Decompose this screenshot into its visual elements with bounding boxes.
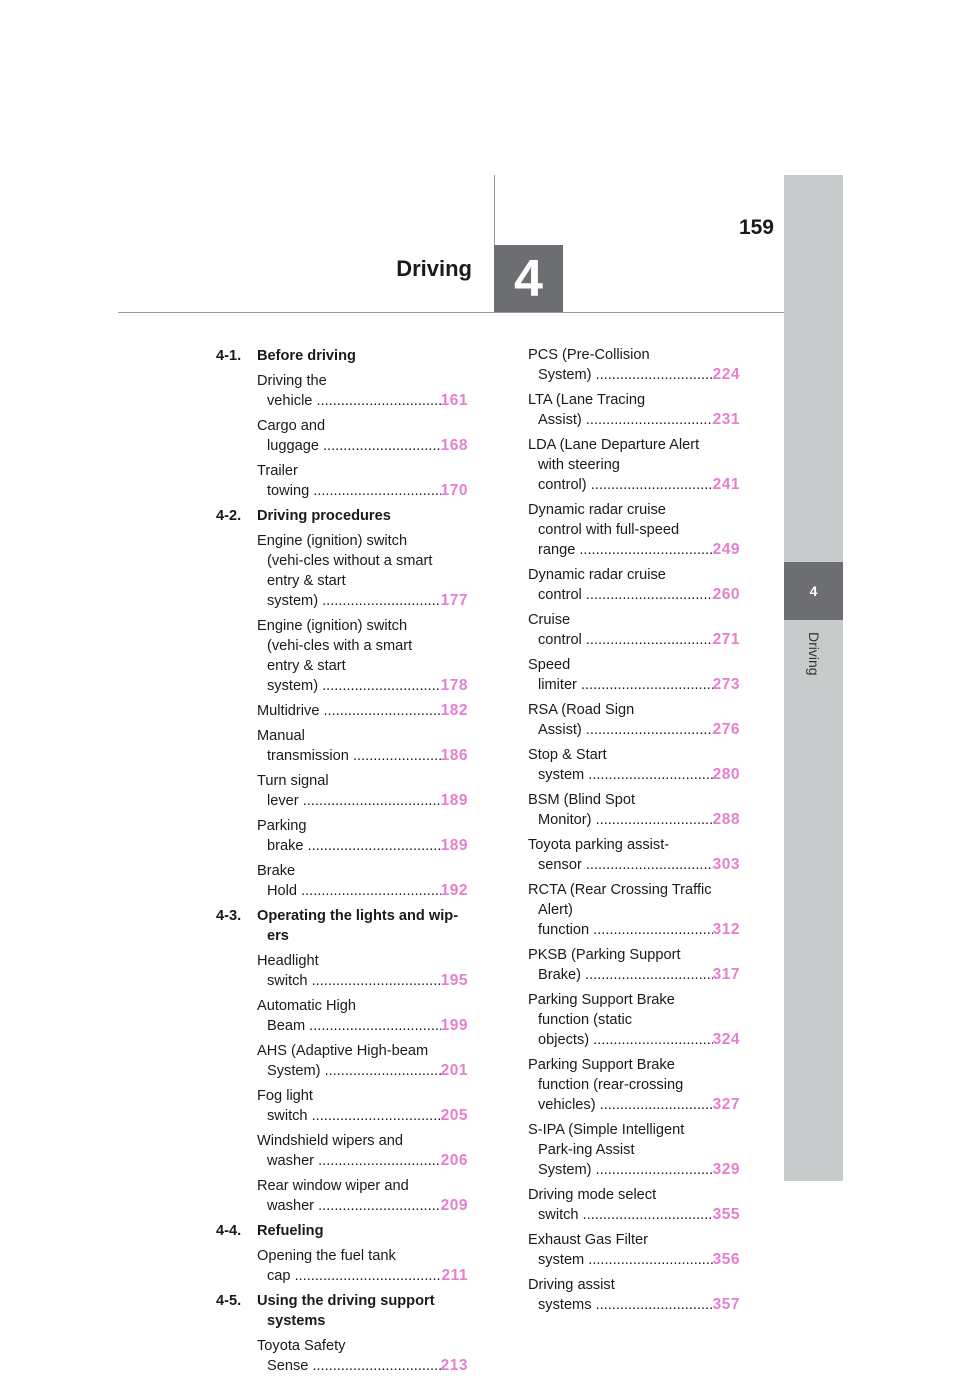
chapter-title: Driving	[396, 256, 472, 281]
section-number: 4-5.	[216, 1293, 242, 1309]
toc-entry[interactable]	[528, 565, 740, 605]
toc-entry[interactable]	[257, 531, 468, 611]
toc-entry-title[interactable]: Turn signal lever .....	[257, 771, 441, 811]
toc-entry-title[interactable]: Exhaust Gas Filter system .....	[528, 1230, 713, 1270]
toc-entry-title[interactable]: Parking brake .....	[257, 816, 441, 856]
toc-entry[interactable]	[528, 1055, 740, 1115]
toc-entry[interactable]	[528, 990, 740, 1050]
toc-entry-title[interactable]: Dynamic radar cruise control with full-speed range .....	[528, 500, 713, 560]
toc-entry[interactable]	[528, 1120, 740, 1180]
toc-entry-title[interactable]: Brake Hold .....	[257, 861, 441, 901]
toc-entry-page-link[interactable]: 195	[440, 972, 468, 989]
toc-entry-page-link[interactable]: 241	[712, 476, 740, 493]
toc-entry-page-link[interactable]: 189	[440, 837, 468, 854]
toc-left-column	[216, 346, 468, 1381]
toc-section-heading	[216, 1221, 468, 1241]
toc-entry-page-link[interactable]: 189	[440, 792, 468, 809]
toc-entry[interactable]	[528, 945, 740, 985]
toc-entry-title[interactable]: Cruise control .....	[528, 610, 713, 650]
section-title: Before driving	[257, 348, 356, 364]
toc-entry-page-link[interactable]: 209	[440, 1197, 468, 1214]
toc-entry-title[interactable]: Stop & Start system .....	[528, 745, 713, 785]
header-rule	[118, 312, 786, 313]
toc-entry-page-link[interactable]: 161	[440, 392, 468, 409]
toc-entry-title[interactable]: Opening the fuel tank cap .....	[257, 1246, 441, 1286]
toc-section-heading	[216, 506, 468, 526]
toc-entry-page-link[interactable]: 249	[712, 541, 740, 558]
toc-entry-page-link[interactable]: 276	[712, 721, 740, 738]
toc-entry-title[interactable]: Dynamic radar cruise control .....	[528, 565, 713, 605]
section-title: Using the driving support systems	[257, 1293, 435, 1329]
toc-entry[interactable]	[528, 880, 740, 940]
toc-entry[interactable]	[257, 1336, 468, 1376]
toc-entry[interactable]	[257, 1176, 468, 1216]
toc-entry[interactable]	[257, 996, 468, 1036]
section-number: 4-2.	[216, 508, 242, 524]
toc-entry-page-link[interactable]: 273	[712, 676, 740, 693]
toc-entry-title[interactable]: Rear window wiper and washer .....	[257, 1176, 441, 1216]
toc-entry-page-link[interactable]: 324	[712, 1031, 740, 1048]
toc-entry[interactable]	[257, 701, 468, 721]
toc-entry[interactable]	[257, 616, 468, 696]
toc-entry-title[interactable]: AHS (Adaptive High-beam System) .....	[257, 1041, 441, 1081]
toc-entry[interactable]	[257, 771, 468, 811]
toc-entry-title[interactable]: LTA (Lane Tracing Assist) .....	[528, 390, 713, 430]
toc-entry-title[interactable]: PKSB (Parking Support Brake) .....	[528, 945, 713, 985]
toc-entry-title[interactable]: S-IPA (Simple Intelligent Park-ing Assist System) .....	[528, 1120, 713, 1180]
toc-entry-page-link[interactable]: 260	[712, 586, 740, 603]
toc-entry-title[interactable]: Toyota Safety Sense .....	[257, 1336, 441, 1376]
toc-entry-page-link[interactable]: 317	[712, 966, 740, 983]
toc-entry[interactable]	[528, 345, 740, 385]
toc-entry-page-link[interactable]: 357	[712, 1296, 740, 1313]
toc-entry-title[interactable]: RSA (Road Sign Assist) .....	[528, 700, 713, 740]
toc-entry-title[interactable]: Cargo and luggage .....	[257, 416, 441, 456]
toc-entry-page-link[interactable]: 170	[440, 482, 468, 499]
toc-entry-title[interactable]: Windshield wipers and washer .....	[257, 1131, 441, 1171]
toc-entry-page-link[interactable]: 201	[440, 1062, 468, 1079]
toc-entry-page-link[interactable]: 356	[712, 1251, 740, 1268]
side-tab-label: Driving	[805, 632, 822, 676]
toc-entry-title[interactable]: BSM (Blind Spot Monitor) .....	[528, 790, 713, 830]
toc-entry-page-link[interactable]: 224	[712, 366, 740, 383]
toc-entry[interactable]	[528, 835, 740, 875]
toc-entry[interactable]	[257, 816, 468, 856]
toc-entry-title[interactable]: Driving the vehicle .....	[257, 371, 441, 411]
toc-entry-page-link[interactable]: 329	[712, 1161, 740, 1178]
toc-entry-page-link[interactable]: 312	[712, 921, 740, 938]
toc-entry-title[interactable]: Trailer towing .....	[257, 461, 441, 501]
section-title: Refueling	[257, 1223, 324, 1239]
toc-entry-title[interactable]: Driving assist systems .....	[528, 1275, 713, 1315]
toc-entry[interactable]	[257, 1041, 468, 1081]
toc-entry[interactable]	[257, 1131, 468, 1171]
toc-entry[interactable]	[528, 700, 740, 740]
toc-section-heading	[216, 906, 468, 946]
toc-entry[interactable]	[257, 1086, 468, 1126]
section-number: 4-3.	[216, 908, 242, 924]
toc-right-column	[528, 345, 740, 1320]
section-title: Operating the lights and wip-ers	[257, 908, 459, 944]
toc-entry[interactable]	[257, 861, 468, 901]
toc-entry-page-link[interactable]: 199	[440, 1017, 468, 1034]
toc-entry-page-link[interactable]: 303	[712, 856, 740, 873]
toc-entry-title[interactable]: PCS (Pre-Collision System) .....	[528, 345, 713, 385]
toc-entry[interactable]	[257, 951, 468, 991]
side-tab-number[interactable]: 4	[784, 562, 843, 620]
toc-entry-title[interactable]: Parking Support Brake function (static objects) .....	[528, 990, 713, 1050]
toc-entry-page-link[interactable]: 213	[440, 1357, 468, 1374]
toc-entry-title[interactable]: Parking Support Brake function (rear-crossing vehicles) .....	[528, 1055, 713, 1115]
toc-entry[interactable]	[528, 655, 740, 695]
toc-entry[interactable]	[257, 371, 468, 411]
toc-entry-title[interactable]: Engine (ignition) switch (vehi-cles with a smart entry & start system) .....	[257, 616, 441, 696]
toc-entry-title[interactable]: Fog light switch .....	[257, 1086, 441, 1126]
toc-entry-title[interactable]: Headlight switch .....	[257, 951, 441, 991]
toc-entry-page-link[interactable]: 271	[712, 631, 740, 648]
toc-entry-page-link[interactable]: 168	[440, 437, 468, 454]
toc-entry-page-link[interactable]: 288	[712, 811, 740, 828]
toc-entry[interactable]	[257, 726, 468, 766]
section-number: 4-1.	[216, 348, 242, 364]
toc-entry-page-link[interactable]: 206	[440, 1152, 468, 1169]
toc-entry-page-link[interactable]: 178	[440, 677, 468, 694]
toc-entry-page-link[interactable]: 211	[441, 1267, 468, 1284]
toc-entry-page-link[interactable]: 192	[440, 882, 468, 899]
toc-entry[interactable]	[528, 610, 740, 650]
toc-entry-title[interactable]: LDA (Lane Departure Alert with steering control) .....	[528, 435, 713, 495]
toc-entry[interactable]	[257, 416, 468, 456]
toc-entry[interactable]	[528, 435, 740, 495]
toc-entry-title[interactable]: Engine (ignition) switch (vehi-cles without a smart entry & start system) .....	[257, 531, 441, 611]
toc-entry-title[interactable]: Multidrive .....	[257, 701, 441, 721]
toc-entry[interactable]	[528, 1230, 740, 1270]
toc-entry[interactable]	[528, 1275, 740, 1315]
toc-entry[interactable]	[257, 461, 468, 501]
toc-entry[interactable]	[257, 1246, 468, 1286]
toc-entry[interactable]	[528, 790, 740, 830]
toc-entry-title[interactable]: RCTA (Rear Crossing Traffic Alert) function .....	[528, 880, 713, 940]
toc-entry[interactable]	[528, 390, 740, 430]
section-number: 4-4.	[216, 1223, 242, 1239]
section-title: Driving procedures	[257, 508, 391, 524]
toc-section-heading	[216, 1291, 468, 1331]
toc-entry-page-link[interactable]: 182	[440, 702, 468, 719]
toc-section-heading	[216, 346, 468, 366]
toc-entry-title[interactable]: Toyota parking assist-sensor .....	[528, 835, 713, 875]
page-number: 159	[738, 216, 774, 239]
toc-entry-page-link[interactable]: 327	[712, 1096, 740, 1113]
header-vertical-rule	[494, 175, 495, 245]
toc-entry-page-link[interactable]: 205	[440, 1107, 468, 1124]
toc-entry-page-link[interactable]: 186	[440, 747, 468, 764]
toc-entry-title[interactable]: Driving mode select switch .....	[528, 1185, 713, 1225]
toc-entry-title[interactable]: Speed limiter .....	[528, 655, 713, 695]
toc-entry-page-link[interactable]: 280	[712, 766, 740, 783]
chapter-number-box: 4	[494, 245, 563, 313]
toc-entry-page-link[interactable]: 355	[712, 1206, 740, 1223]
toc-entry-page-link[interactable]: 177	[440, 592, 468, 609]
toc-entry-page-link[interactable]: 231	[712, 411, 740, 428]
toc-entry-title[interactable]: Manual transmission .....	[257, 726, 441, 766]
toc-entry[interactable]	[528, 500, 740, 560]
toc-entry[interactable]	[528, 745, 740, 785]
toc-entry[interactable]	[528, 1185, 740, 1225]
toc-entry-title[interactable]: Automatic High Beam .....	[257, 996, 441, 1036]
